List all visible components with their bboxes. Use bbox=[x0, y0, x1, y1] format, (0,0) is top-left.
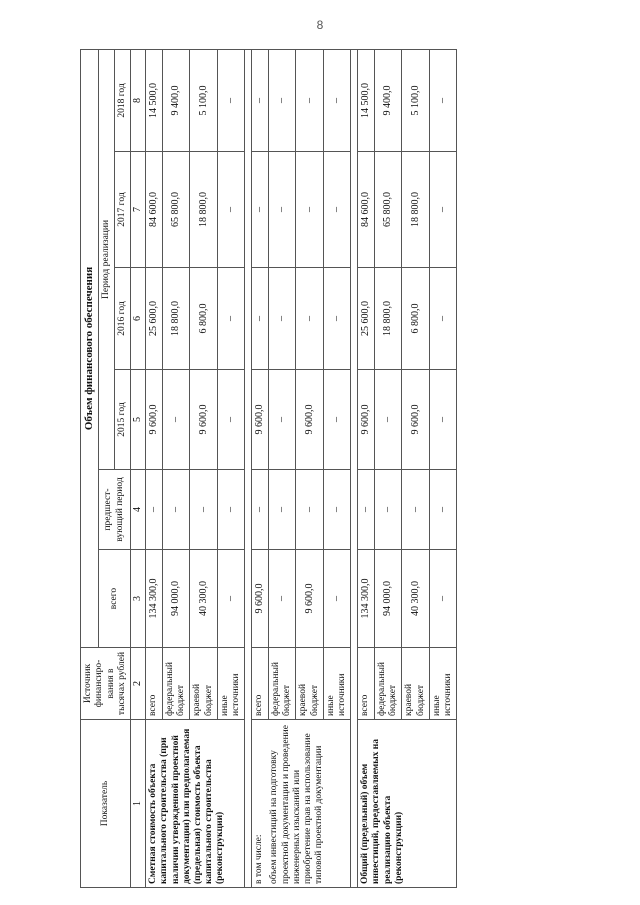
rotated-page-content bbox=[80, 50, 600, 888]
column-index: 6 bbox=[131, 268, 146, 370]
value-cell: 9 600,0 bbox=[296, 550, 323, 648]
table-header bbox=[81, 49, 146, 887]
value-cell: 9 600,0 bbox=[358, 370, 375, 470]
indicator-label: Общий (предельный) объем инвестиций, предоставляемых на реализацию объекта (реконструкции) bbox=[360, 738, 404, 884]
value-cell: 9 400,0 bbox=[375, 49, 402, 151]
value-cell: 9 600,0 bbox=[190, 370, 217, 470]
value-cell: – bbox=[323, 470, 350, 550]
header-source: Источник финансиро-вания в тысячах рублей bbox=[81, 648, 131, 720]
value-cell: – bbox=[296, 470, 323, 550]
column-index: 7 bbox=[131, 152, 146, 268]
table-row bbox=[252, 49, 269, 887]
page-number: 8 bbox=[316, 18, 324, 32]
value-cell: 134 300,0 bbox=[358, 550, 375, 648]
header-volume: Объем финансового обеспечения bbox=[81, 49, 99, 647]
header-2015: 2015 год bbox=[115, 370, 131, 470]
value-cell: – bbox=[190, 470, 217, 550]
value-cell: 9 600,0 bbox=[296, 370, 323, 470]
value-cell: 9 600,0 bbox=[146, 370, 163, 470]
indicator-label: Сметная стоимость объекта капитального строительства (при наличии утвержденной проектной документации) или предполагаемая (предельная) стоимость объекта капитального строительства (реконструкции) bbox=[148, 728, 226, 884]
source-cell: федеральный бюджет bbox=[375, 648, 402, 720]
value-cell: – bbox=[323, 268, 350, 370]
column-index: 2 bbox=[131, 648, 146, 720]
value-cell: – bbox=[217, 550, 244, 648]
value-cell: 84 600,0 bbox=[146, 152, 163, 268]
separator-cell bbox=[245, 49, 252, 887]
value-cell: – bbox=[296, 268, 323, 370]
table-row bbox=[146, 49, 163, 887]
header-period: Период реализации bbox=[98, 49, 114, 469]
value-cell: – bbox=[268, 49, 295, 151]
value-cell: 14 500,0 bbox=[358, 49, 375, 151]
value-cell: 9 600,0 bbox=[252, 370, 269, 470]
column-index: 8 bbox=[131, 49, 146, 151]
value-cell: – bbox=[268, 268, 295, 370]
column-index: 5 bbox=[131, 370, 146, 470]
value-cell: 40 300,0 bbox=[402, 550, 429, 648]
value-cell: – bbox=[217, 152, 244, 268]
value-cell: – bbox=[429, 550, 456, 648]
value-cell: – bbox=[217, 49, 244, 151]
value-cell: 65 800,0 bbox=[375, 152, 402, 268]
column-index: 1 bbox=[131, 720, 146, 888]
value-cell: – bbox=[252, 152, 269, 268]
value-cell: 18 800,0 bbox=[375, 268, 402, 370]
header-2016: 2016 год bbox=[115, 268, 131, 370]
value-cell: 18 800,0 bbox=[190, 152, 217, 268]
value-cell: – bbox=[429, 268, 456, 370]
value-cell: – bbox=[217, 370, 244, 470]
value-cell: – bbox=[162, 470, 189, 550]
value-cell: – bbox=[217, 268, 244, 370]
source-cell: всего bbox=[358, 648, 375, 720]
value-cell: – bbox=[323, 49, 350, 151]
header-2018: 2018 год bbox=[115, 49, 131, 151]
value-cell: 94 000,0 bbox=[375, 550, 402, 648]
value-cell: – bbox=[268, 152, 295, 268]
value-cell: – bbox=[146, 470, 163, 550]
source-cell: иные источники bbox=[217, 648, 244, 720]
indicator-cell bbox=[358, 720, 457, 888]
value-cell: – bbox=[429, 152, 456, 268]
header-2017: 2017 год bbox=[115, 152, 131, 268]
source-cell: всего bbox=[146, 648, 163, 720]
header-total: всего bbox=[98, 550, 130, 648]
value-cell: – bbox=[429, 470, 456, 550]
value-cell: – bbox=[375, 370, 402, 470]
value-cell: – bbox=[323, 550, 350, 648]
value-cell: – bbox=[296, 49, 323, 151]
value-cell: – bbox=[358, 470, 375, 550]
financing-table bbox=[80, 49, 457, 888]
value-cell: 9 400,0 bbox=[162, 49, 189, 151]
source-cell: федеральный бюджет bbox=[162, 648, 189, 720]
source-cell: всего bbox=[252, 648, 269, 720]
source-cell: иные источники bbox=[429, 648, 456, 720]
value-cell: 5 100,0 bbox=[402, 49, 429, 151]
value-cell: 6 800,0 bbox=[190, 268, 217, 370]
separator-row bbox=[245, 49, 252, 887]
value-cell: – bbox=[252, 470, 269, 550]
value-cell: 134 300,0 bbox=[146, 550, 163, 648]
column-index: 4 bbox=[131, 470, 146, 550]
value-cell: – bbox=[429, 370, 456, 470]
value-cell: – bbox=[375, 470, 402, 550]
value-cell: 18 800,0 bbox=[402, 152, 429, 268]
value-cell: – bbox=[402, 470, 429, 550]
value-cell: 94 000,0 bbox=[162, 550, 189, 648]
source-cell: краевой бюджет bbox=[402, 648, 429, 720]
value-cell: 6 800,0 bbox=[402, 268, 429, 370]
source-cell: краевой бюджет bbox=[296, 648, 323, 720]
value-cell: 65 800,0 bbox=[162, 152, 189, 268]
indicator-cell bbox=[252, 720, 351, 888]
value-cell: 18 800,0 bbox=[162, 268, 189, 370]
value-cell: – bbox=[252, 49, 269, 151]
source-cell: федеральный бюджет bbox=[268, 648, 295, 720]
value-cell: 14 500,0 bbox=[146, 49, 163, 151]
value-cell: – bbox=[429, 49, 456, 151]
value-cell: 84 600,0 bbox=[358, 152, 375, 268]
value-cell: – bbox=[268, 370, 295, 470]
table-body bbox=[146, 49, 457, 887]
table-row bbox=[358, 49, 375, 887]
indicator-label: объем инвестиций на подготовку проектной документации и проведение инженерных изысканий или приобретение прав на использование типовой проектной документации bbox=[269, 725, 325, 884]
source-cell: иные источники bbox=[323, 648, 350, 720]
value-cell: – bbox=[323, 370, 350, 470]
header-prior-period: предшест-вующий период bbox=[98, 470, 130, 550]
value-cell: 25 600,0 bbox=[358, 268, 375, 370]
source-cell: краевой бюджет bbox=[190, 648, 217, 720]
column-index: 3 bbox=[131, 550, 146, 648]
value-cell: – bbox=[323, 152, 350, 268]
value-cell: – bbox=[252, 268, 269, 370]
value-cell: – bbox=[217, 470, 244, 550]
value-cell: – bbox=[296, 152, 323, 268]
header-indicator: Показатель bbox=[81, 720, 131, 888]
value-cell: – bbox=[162, 370, 189, 470]
value-cell: 9 600,0 bbox=[402, 370, 429, 470]
value-cell: 9 600,0 bbox=[252, 550, 269, 648]
indicator-prefix: в том числе: bbox=[254, 834, 265, 884]
separator-row bbox=[351, 49, 358, 887]
value-cell: 5 100,0 bbox=[190, 49, 217, 151]
value-cell: – bbox=[268, 550, 295, 648]
value-cell: 25 600,0 bbox=[146, 268, 163, 370]
value-cell: 40 300,0 bbox=[190, 550, 217, 648]
value-cell: – bbox=[268, 470, 295, 550]
separator-cell bbox=[351, 49, 358, 887]
column-index-row bbox=[131, 49, 146, 887]
indicator-cell bbox=[146, 720, 245, 888]
